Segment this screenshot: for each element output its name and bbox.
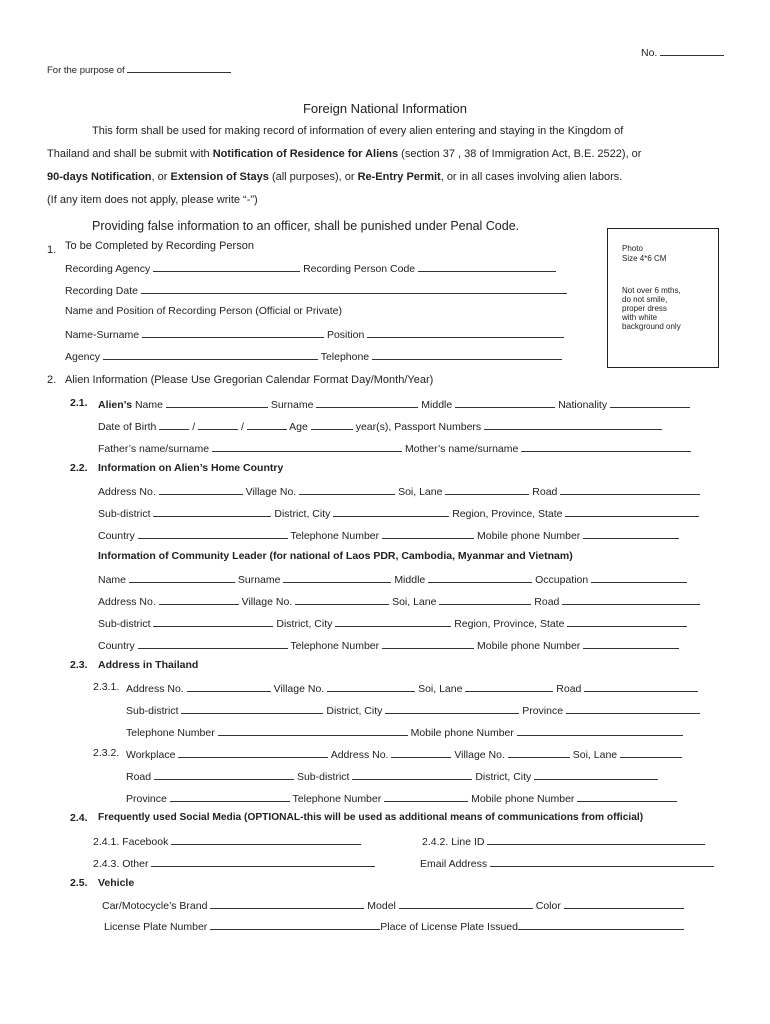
thai-address-no-field[interactable] (187, 681, 271, 692)
other-social-field[interactable] (151, 856, 375, 867)
section-1-heading: To be Completed by Recording Person (65, 240, 254, 252)
section-2-3-2-number: 2.3.2. (93, 747, 120, 759)
village-no-label: Village No. (241, 596, 293, 608)
road-label: Road (126, 771, 152, 783)
home-address-no-field[interactable] (159, 484, 243, 495)
thai-telephone-field[interactable] (218, 725, 408, 736)
district-city-label: District, City (475, 771, 532, 783)
row-home-country (98, 528, 679, 542)
nationality-label: Nationality (558, 399, 608, 411)
region-label: Region, Province, State (452, 508, 563, 520)
intro-line-2 (47, 148, 641, 160)
district-city-label: District, City (276, 618, 333, 630)
page-title: Foreign National Information (302, 101, 468, 116)
leader-address-no-field[interactable] (159, 594, 239, 605)
home-sub-district-field[interactable] (153, 506, 271, 517)
alien-middle-field[interactable] (455, 397, 555, 408)
thai-province-field[interactable] (566, 703, 700, 714)
section-2-3-heading: Address in Thailand (98, 659, 199, 671)
row-community-address (98, 594, 700, 608)
road-label: Road (532, 486, 558, 498)
dob-year-field[interactable] (247, 419, 287, 430)
leader-region-field[interactable] (567, 616, 687, 627)
line-id-field[interactable] (487, 834, 705, 845)
row-community-name (98, 572, 687, 586)
leader-district-city-field[interactable] (335, 616, 451, 627)
workplace-label: Workplace (126, 749, 176, 761)
district-city-label: District, City (274, 508, 331, 520)
recording-person-code-label: Recording Person Code (303, 263, 416, 275)
village-no-label: Village No. (273, 683, 325, 695)
mobile-phone-label: Mobile phone Number (471, 793, 575, 805)
home-telephone-field[interactable] (382, 528, 474, 539)
photo-note: with white (622, 313, 658, 322)
row-email (420, 856, 714, 870)
alien-name-field[interactable] (166, 397, 268, 408)
vehicle-brand-label: Car/Motocycle’s Brand (102, 900, 208, 912)
section-1-number: 1. (47, 244, 57, 256)
passport-label: year(s), Passport Numbers (355, 421, 482, 433)
name-label: Name (98, 574, 127, 586)
telephone-number-label: Telephone Number (126, 727, 215, 739)
middle-label: Middle (394, 574, 426, 586)
father-field[interactable] (212, 441, 402, 452)
home-road-field[interactable] (560, 484, 700, 495)
row-alien-name (98, 397, 690, 411)
work-road-field[interactable] (154, 769, 294, 780)
no-label: No. (641, 47, 658, 59)
address-no-label: Address No. (98, 486, 156, 498)
other-label: Other (122, 858, 149, 870)
section-2-5-number: 2.5. (70, 877, 88, 889)
row-workplace (126, 747, 682, 761)
intro-text: (section 37 , 38 of Immigration Act, B.E. 2522), or (398, 148, 642, 160)
province-label: Province (126, 793, 167, 805)
work-mobile-field[interactable] (577, 791, 677, 802)
row-thai-phone (126, 725, 683, 739)
intro-text: , or in all cases involving alien labors. (440, 171, 623, 183)
leader-sub-district-field[interactable] (153, 616, 273, 627)
section-2-3-1-number: 2.3.1. (93, 681, 120, 693)
intro-bold: Notification of Residence for Aliens (212, 148, 399, 160)
section-2-4-number: 2.4. (70, 812, 88, 824)
passport-field[interactable] (484, 419, 662, 430)
intro-text: , or (151, 171, 171, 183)
email-label: Email Address (420, 858, 488, 870)
sub-district-label: Sub-district (98, 508, 151, 520)
vehicle-model-label: Model (367, 900, 396, 912)
section-2-3-number: 2.3. (70, 659, 88, 671)
thai-mobile-field[interactable] (517, 725, 683, 736)
section-2-1-number: 2.1. (70, 397, 88, 409)
row-work-road (126, 769, 658, 783)
leader-telephone-field[interactable] (382, 638, 474, 649)
leader-middle-field[interactable] (428, 572, 532, 583)
section-2-2-number: 2.2. (70, 462, 88, 474)
mother-label: Mother’s name/surname (404, 443, 519, 455)
photo-note: do not smile, (622, 295, 668, 304)
row-agency (65, 349, 562, 363)
license-plate-field[interactable] (210, 919, 380, 930)
telephone-number-label: Telephone Number (290, 530, 380, 542)
dob-day-field[interactable] (159, 419, 189, 430)
section-2-4-heading: Frequently used Social Media (OPTIONAL-this will be used as additional means of communications from official) (98, 812, 644, 823)
row-thai-address (126, 681, 698, 695)
workplace-field[interactable] (178, 747, 328, 758)
photo-note: background only (622, 322, 681, 331)
section-2-heading: Alien Information (Please Use Gregorian Calendar Format Day/Month/Year) (65, 374, 434, 386)
row-vehicle-brand (102, 898, 684, 912)
purpose-line (47, 62, 231, 76)
row-dob (98, 419, 662, 433)
region-label: Region, Province, State (454, 618, 565, 630)
leader-road-field[interactable] (562, 594, 700, 605)
intro-bold: 90-days Notification (47, 171, 152, 183)
mobile-phone-label: Mobile phone Number (410, 727, 514, 739)
name-label: Name (134, 399, 163, 411)
thai-soi-lane-field[interactable] (465, 681, 553, 692)
leader-country-field[interactable] (138, 638, 288, 649)
community-heading: Information of Community Leader (for national of Laos PDR, Cambodia, Myanmar and Vietnam) (98, 550, 573, 562)
row-line-id (422, 834, 705, 848)
row-name-surname (65, 327, 564, 341)
aliens-label: Alien’s (98, 399, 133, 411)
home-country-field[interactable] (138, 528, 288, 539)
home-region-field[interactable] (565, 506, 699, 517)
section-2-2-heading: Information on Alien’s Home Country (98, 462, 284, 474)
row-facebook (93, 834, 361, 848)
work-address-no-field[interactable] (391, 747, 451, 758)
facebook-label: Facebook (122, 836, 169, 848)
telephone-label: Telephone (320, 351, 370, 363)
position-field[interactable] (367, 327, 564, 338)
village-no-label: Village No. (245, 486, 297, 498)
soi-lane-label: Soi, Lane (392, 596, 437, 608)
row-recording-date (65, 283, 567, 297)
leader-surname-field[interactable] (283, 572, 391, 583)
row-recording-agency (65, 261, 556, 275)
row-home-district (98, 506, 699, 520)
dob-month-field[interactable] (198, 419, 238, 430)
leader-occupation-field[interactable] (591, 572, 687, 583)
section-2-5-heading: Vehicle (98, 877, 135, 889)
thai-village-no-field[interactable] (327, 681, 415, 692)
home-mobile-field[interactable] (583, 528, 679, 539)
home-district-city-field[interactable] (333, 506, 449, 517)
leader-name-field[interactable] (129, 572, 235, 583)
recording-date-label: Recording Date (65, 285, 138, 297)
name-surname-label: Name-Surname (65, 329, 140, 341)
name-position-label: Name and Position of Recording Person (Official or Private) (65, 305, 343, 317)
work-sub-district-field[interactable] (352, 769, 472, 780)
leader-soi-lane-field[interactable] (439, 594, 531, 605)
occupation-label: Occupation (535, 574, 589, 586)
recording-agency-field[interactable] (153, 261, 300, 272)
photo-label: Photo (622, 244, 643, 253)
agency-field[interactable] (103, 349, 318, 360)
road-label: Road (556, 683, 582, 695)
alien-surname-field[interactable] (316, 397, 418, 408)
leader-village-no-field[interactable] (295, 594, 389, 605)
village-no-label: Village No. (454, 749, 505, 761)
photo-note: Not over 6 mths, (622, 286, 681, 295)
home-soi-lane-field[interactable] (445, 484, 529, 495)
dob-label: Date of Birth (98, 421, 157, 433)
address-no-label: Address No. (330, 749, 389, 761)
mother-field[interactable] (521, 441, 691, 452)
photo-box[interactable] (607, 228, 719, 368)
work-province-field[interactable] (170, 791, 290, 802)
surname-label: Surname (237, 574, 281, 586)
position-label: Position (326, 329, 365, 341)
slash: / (192, 421, 196, 433)
district-city-label: District, City (326, 705, 383, 717)
row-community-district (98, 616, 687, 630)
section-2-4-1-number: 2.4.1. (93, 836, 120, 848)
intro-text: (all purposes), or (268, 171, 358, 183)
form-number (641, 45, 724, 59)
vehicle-color-label: Color (535, 900, 561, 912)
photo-size: Size 4*6 CM (622, 254, 667, 263)
thai-road-field[interactable] (584, 681, 698, 692)
name-surname-field[interactable] (142, 327, 324, 338)
mobile-phone-label: Mobile phone Number (477, 530, 581, 542)
age-field[interactable] (311, 419, 353, 430)
section-2-4-2-number: 2.4.2. (422, 836, 449, 848)
work-village-no-field[interactable] (508, 747, 570, 758)
plate-place-label: Place of License Plate Issued (380, 921, 518, 933)
row-license-plate (104, 919, 684, 933)
age-label: Age (289, 421, 308, 433)
sub-district-label: Sub-district (296, 771, 350, 783)
mobile-phone-label: Mobile phone Number (477, 640, 581, 652)
warning-text: Providing false information to an officer, shall be punished under Penal Code. (92, 219, 520, 233)
thai-sub-district-field[interactable] (181, 703, 323, 714)
row-thai-district (126, 703, 700, 717)
section-2-number: 2. (47, 374, 57, 386)
vehicle-model-field[interactable] (399, 898, 533, 909)
agency-label: Agency (65, 351, 101, 363)
section-2-4-3-number: 2.4.3. (93, 858, 120, 870)
license-plate-label: License Plate Number (104, 921, 208, 933)
telephone-field[interactable] (372, 349, 562, 360)
purpose-field[interactable] (127, 62, 231, 73)
home-village-no-field[interactable] (299, 484, 395, 495)
row-community-country (98, 638, 679, 652)
address-no-label: Address No. (126, 683, 184, 695)
sub-district-label: Sub-district (98, 618, 151, 630)
row-parents (98, 441, 691, 455)
form-number-field[interactable] (660, 45, 724, 56)
row-other (93, 856, 375, 870)
intro-line-3 (47, 171, 622, 183)
country-label: Country (98, 530, 135, 542)
vehicle-color-field[interactable] (564, 898, 684, 909)
leader-mobile-field[interactable] (583, 638, 679, 649)
slash: / (240, 421, 244, 433)
intro-bold: Re-Entry Permit (357, 171, 441, 183)
telephone-number-label: Telephone Number (292, 793, 382, 805)
intro-text: Thailand and shall be submit with (47, 148, 213, 160)
vehicle-brand-field[interactable] (210, 898, 364, 909)
plate-place-field[interactable] (518, 919, 684, 930)
nationality-field[interactable] (610, 397, 690, 408)
row-home-address (98, 484, 700, 498)
soi-lane-label: Soi, Lane (572, 749, 618, 761)
line-id-label: Line ID (451, 836, 485, 848)
road-label: Road (534, 596, 560, 608)
facebook-field[interactable] (171, 834, 361, 845)
row-work-province (126, 791, 677, 805)
sub-district-label: Sub-district (126, 705, 179, 717)
soi-lane-label: Soi, Lane (418, 683, 463, 695)
middle-label: Middle (421, 399, 453, 411)
photo-note: proper dress (622, 304, 667, 313)
soi-lane-label: Soi, Lane (398, 486, 443, 498)
father-label: Father’s name/surname (98, 443, 210, 455)
address-no-label: Address No. (98, 596, 156, 608)
recording-person-code-field[interactable] (418, 261, 556, 272)
telephone-number-label: Telephone Number (290, 640, 380, 652)
thai-district-city-field[interactable] (385, 703, 519, 714)
country-label: Country (98, 640, 135, 652)
intro-bold: Extension of Stays (170, 171, 269, 183)
email-field[interactable] (490, 856, 714, 867)
recording-date-field[interactable] (141, 283, 567, 294)
intro-line-4: (If any item does not apply, please write “-”) (47, 194, 258, 206)
intro-line-1: This form shall be used for making record of information of every alien entering and staying in the Kingdom of (92, 125, 624, 137)
province-label: Province (522, 705, 564, 717)
work-telephone-field[interactable] (384, 791, 468, 802)
work-soi-lane-field[interactable] (620, 747, 682, 758)
surname-label: Surname (270, 399, 314, 411)
recording-agency-label: Recording Agency (65, 263, 151, 275)
work-district-city-field[interactable] (534, 769, 658, 780)
purpose-label: For the purpose of (47, 65, 125, 76)
